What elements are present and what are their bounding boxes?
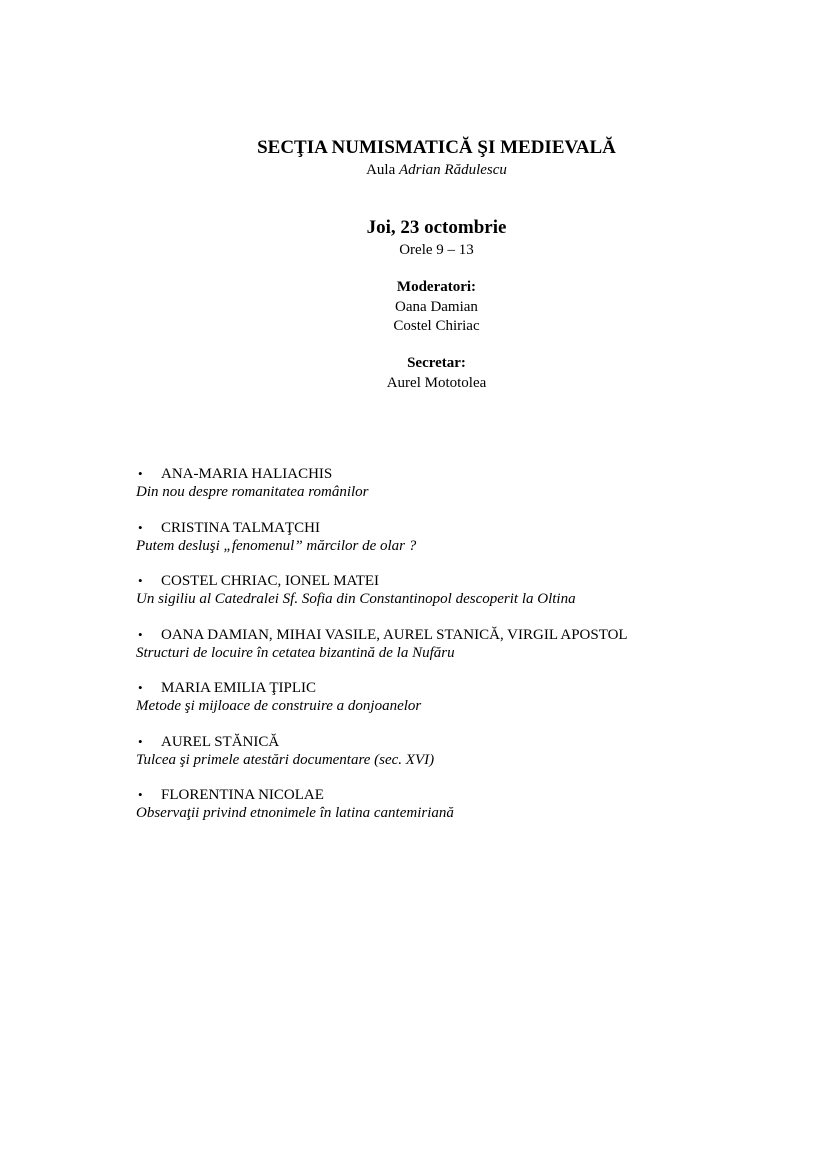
- entry-title: Un sigiliu al Catedralei Sf. Sofia din Constantinopol descoperit la Oltina: [136, 591, 576, 607]
- program-entry: [136, 572, 776, 626]
- entry-title: Tulcea şi primele atestări documentare (sec. XVI): [136, 751, 435, 768]
- entry-title: Structuri de locuire în cetatea bizantină de la Nufăru: [136, 644, 455, 661]
- moderator-name: Oana Damian: [395, 299, 478, 315]
- entry-authors: FLORENTINA NICOLAE: [161, 787, 324, 803]
- entry-authors-line: [136, 572, 776, 590]
- room-prefix: Aula: [366, 162, 396, 178]
- entry-authors: CRISTINA TALMAŢCHI: [161, 519, 320, 536]
- bullet-icon: •: [138, 573, 143, 588]
- program-entry: [136, 679, 776, 733]
- session-hours: Orele 9 – 13: [399, 242, 474, 258]
- entry-authors: AUREL STĂNICĂ: [161, 733, 280, 750]
- bullet-icon: •: [138, 733, 143, 749]
- entry-authors-line: [136, 626, 776, 644]
- program-entry: [136, 465, 776, 519]
- entry-authors: OANA DAMIAN, MIHAI VASILE, AUREL STANICĂ, VIRGIL APOSTOL: [161, 626, 628, 643]
- entry-title: Observaţii privind etnonimele în latina cantemiriană: [136, 805, 454, 821]
- entry-title: Putem desluşi „fenomenul” mărcilor de olar ?: [136, 537, 417, 554]
- entry-authors-line: [136, 786, 776, 804]
- bullet-icon: •: [138, 519, 143, 535]
- session-date: Joi, 23 octombrie: [366, 217, 507, 238]
- entry-title: Din nou despre romanitatea românilor: [136, 484, 369, 500]
- program-entry: [136, 786, 776, 840]
- program-entry: [136, 519, 776, 573]
- entry-authors-line: [136, 679, 776, 697]
- bullet-icon: •: [138, 466, 143, 481]
- entry-authors-line: [136, 519, 776, 537]
- bullet-icon: •: [138, 787, 143, 802]
- secretary-name: Aurel Mototolea: [386, 375, 487, 391]
- secretary-label: Secretar:: [407, 355, 466, 371]
- program-list: [136, 465, 776, 840]
- moderator-name: Costel Chiriac: [393, 318, 480, 334]
- entry-authors: MARIA EMILIA ŢIPLIC: [161, 680, 316, 696]
- entry-authors: ANA-MARIA HALIACHIS: [161, 466, 333, 482]
- entry-authors-line: [136, 733, 776, 751]
- program-entry: [136, 733, 776, 787]
- moderators-label: Moderatori:: [396, 279, 477, 295]
- section-title: SECŢIA NUMISMATICĂ ŞI MEDIEVALĂ: [257, 137, 616, 158]
- bullet-icon: •: [138, 680, 143, 695]
- room-name: Adrian Rădulescu: [399, 162, 507, 178]
- program-entry: [136, 626, 776, 680]
- room-line: [27, 161, 819, 179]
- bullet-icon: •: [138, 626, 143, 642]
- entry-authors: COSTEL CHRIAC, IONEL MATEI: [161, 573, 380, 589]
- entry-authors-line: [136, 465, 776, 483]
- entry-title: Metode şi mijloace de construire a donjoanelor: [136, 698, 422, 714]
